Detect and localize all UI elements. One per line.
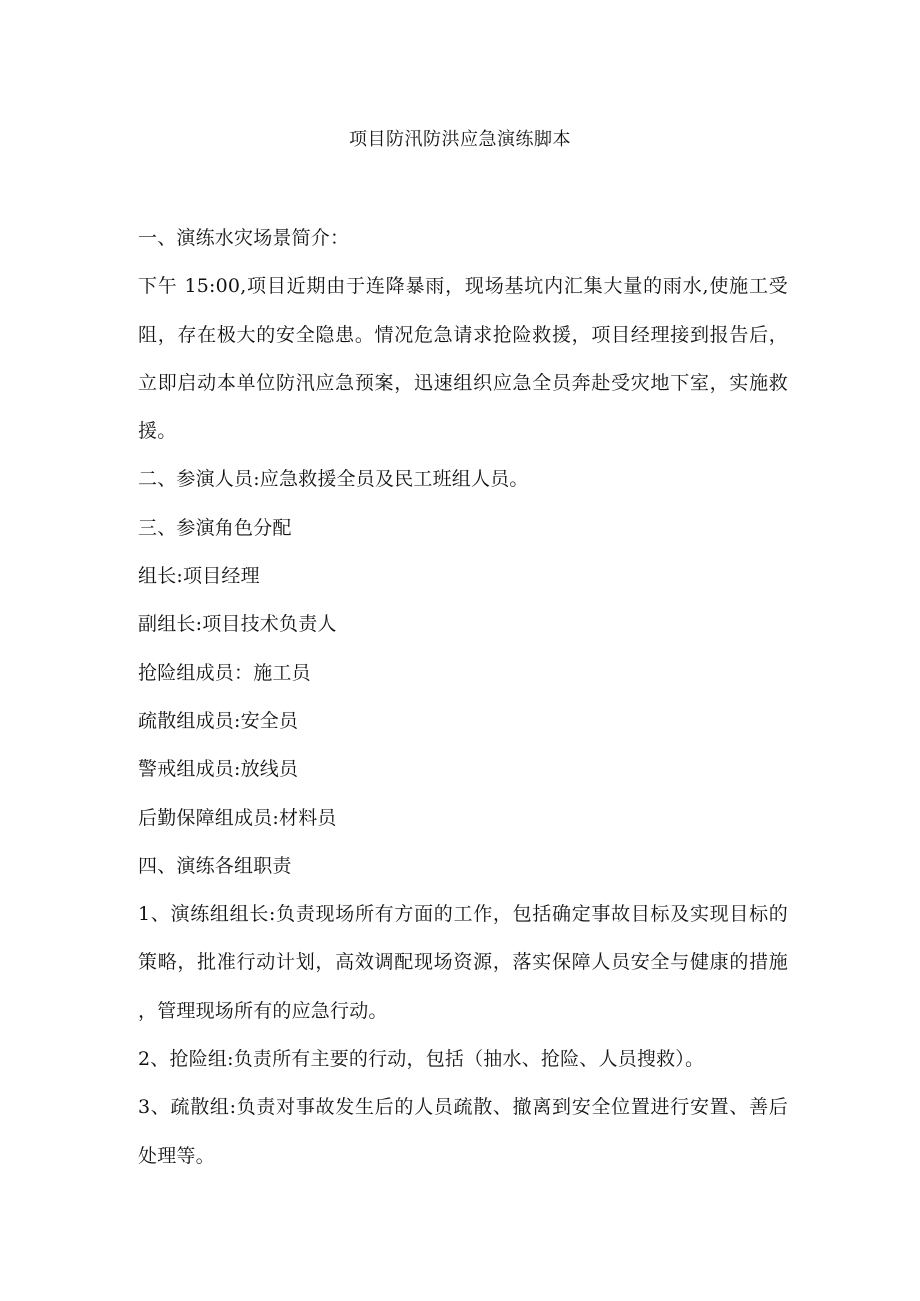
section-heading-participants: 二、参演人员:应急救援全员及民工班组人员。	[138, 468, 529, 491]
duty-leader: 1、演练组组长:负责现场所有方面的工作，包括确定事故目标及实现目标的策略，批准行动计划，高效调配现场资源，落实保障人员安全与健康的措施，管理现场所有的应急行动。	[138, 903, 788, 1022]
role-deputy-leader: 副组长:项目技术负责人	[138, 613, 337, 636]
document-title: 项目防汛防洪应急演练脚本	[349, 129, 571, 150]
role-logistics-team: 后勤保障组成员:材料员	[138, 806, 337, 829]
role-guard-team: 警戒组成员:放线员	[138, 758, 299, 781]
role-evacuation-team: 疏散组成员:安全员	[138, 709, 299, 732]
paragraph-scenario-description: 下午 15:00,项目近期由于连降暴雨，现场基坑内汇集大量的雨水,使施工受阻，存在极大的安全隐患。情况危急请求抢险救援，项目经理接到报告后，立即启动本单位防汛应急预案，迅速组织应急全员奔赴受灾地下室，实施救援。	[138, 275, 788, 443]
section-heading-duties: 四、演练各组职责	[138, 854, 292, 877]
role-rescue-team: 抢险组成员：施工员	[138, 661, 311, 684]
section-heading-scenario: 一、演练水灾场景简介：	[138, 227, 350, 249]
duty-evacuation-team: 3、疏散组:负责对事故发生后的人员疏散、撤离到安全位置进行安置、善后处理等。	[138, 1096, 788, 1167]
section-heading-roles: 三、参演角色分配	[138, 516, 292, 539]
role-leader: 组长:项目经理	[138, 565, 260, 588]
duty-rescue-team: 2、抢险组:负责所有主要的行动，包括（抽水、抢险、人员搜救）。	[138, 1048, 705, 1071]
document-body	[138, 214, 788, 1180]
